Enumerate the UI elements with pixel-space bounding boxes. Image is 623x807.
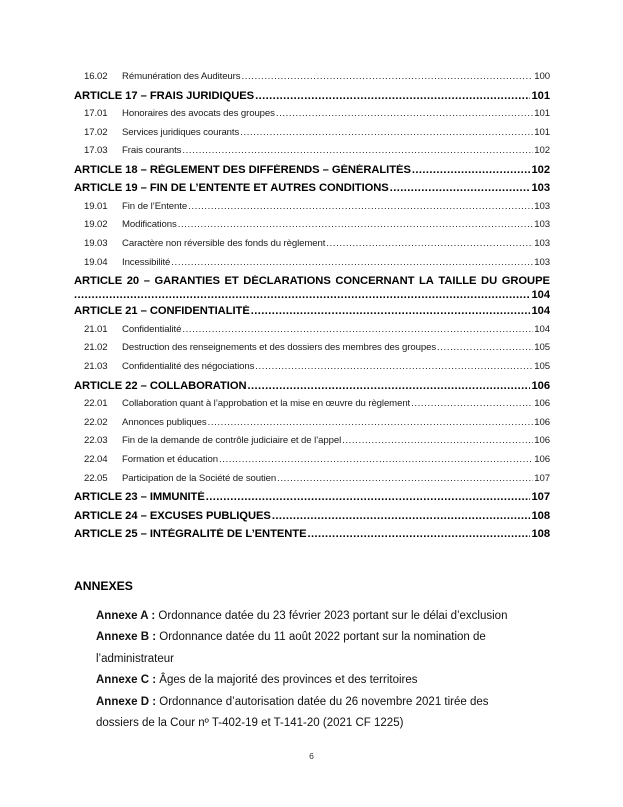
toc-subsection-entry[interactable] xyxy=(74,127,550,146)
annex-label: Annexe D : xyxy=(96,695,157,708)
article-title: ARTICLE 22 – COLLABORATION xyxy=(74,379,247,392)
page-ref: 106 xyxy=(531,379,550,392)
section-title: Honoraires des avocats des groupes xyxy=(122,107,275,119)
section-number: 21.02 xyxy=(84,342,108,354)
page-ref: 103 xyxy=(534,219,550,231)
annexes-heading: ANNEXES xyxy=(74,579,133,593)
page-ref: 106 xyxy=(534,435,550,447)
toc-article-entry[interactable] xyxy=(74,275,550,305)
toc-subsection-entry[interactable] xyxy=(74,473,550,492)
page-ref: 107 xyxy=(531,491,550,504)
dot-leader xyxy=(240,127,533,138)
toc-subsection-entry[interactable] xyxy=(74,201,550,220)
annex-text: Ordonnance datée du 11 août 2022 portant sur la nomination de l’administrateur xyxy=(96,631,486,665)
section-number: 16.02 xyxy=(84,71,108,82)
toc-article-entry[interactable] xyxy=(74,164,550,182)
article-title-word: LA xyxy=(419,275,434,288)
section-title: Annonces publiques xyxy=(122,416,207,428)
article-title-word: GROUPE xyxy=(501,275,550,288)
article-title-word: TAILLE xyxy=(438,275,477,288)
toc-article-entry[interactable] xyxy=(74,380,550,398)
toc-subsection-entry[interactable] xyxy=(74,145,550,164)
section-number: 21.03 xyxy=(84,361,108,373)
dot-leader xyxy=(251,305,531,317)
section-title: Caractère non réversible des fonds du règlement xyxy=(122,238,326,250)
toc-article-entry[interactable] xyxy=(74,90,550,108)
dot-leader xyxy=(178,219,534,230)
section-number: 19.04 xyxy=(84,256,108,268)
toc-subsection-entry[interactable] xyxy=(74,257,550,276)
page-ref: 104 xyxy=(531,305,550,318)
article-title-word: ET xyxy=(224,275,239,288)
annex-text: Ordonnance datée du 23 février 2023 portant sur le délai d’exclusion xyxy=(155,610,508,622)
section-title: Frais courants xyxy=(122,145,182,157)
dot-leader xyxy=(411,398,533,409)
page-ref: 104 xyxy=(534,323,550,335)
toc-subsection-entry[interactable] xyxy=(74,342,550,361)
section-number: 22.05 xyxy=(84,472,108,484)
article-title-word: DÉCLARATIONS xyxy=(243,275,331,288)
section-number: 22.02 xyxy=(84,416,108,428)
article-title-continuation xyxy=(74,289,550,305)
page-ref: 106 xyxy=(534,454,550,466)
article-title xyxy=(74,275,550,289)
toc-subsection-entry[interactable] xyxy=(74,361,550,380)
toc-article-entry[interactable] xyxy=(74,305,550,323)
article-title: ARTICLE 25 – INTÉGRALITÉ DE L’ENTENTE xyxy=(74,528,307,541)
toc-subsection-entry[interactable] xyxy=(74,238,550,257)
section-number: 19.03 xyxy=(84,238,108,250)
page-ref: 105 xyxy=(534,342,550,354)
article-title: ARTICLE 19 – FIN DE L’ENTENTE ET AUTRES CONDITIONS xyxy=(74,182,389,195)
page-ref: 103 xyxy=(534,200,550,212)
page-ref: 101 xyxy=(531,89,550,102)
page-ref: 103 xyxy=(531,182,550,195)
toc-subsection-entry[interactable] xyxy=(74,324,550,343)
article-title: ARTICLE 18 – RÈGLEMENT DES DIFFÉRENDS – GÉNÉRALITÉS xyxy=(74,164,411,177)
page-ref: 101 xyxy=(534,126,550,138)
table-of-contents xyxy=(74,71,550,546)
dot-leader xyxy=(171,257,533,268)
section-title: Incessibilité xyxy=(122,256,171,268)
article-title-word: – xyxy=(143,275,150,288)
dot-leader xyxy=(390,182,531,194)
section-number: 17.01 xyxy=(84,107,108,119)
article-title: ARTICLE 24 – EXCUSES PUBLIQUES xyxy=(74,509,271,522)
dot-leader xyxy=(255,90,530,102)
section-title: Collaboration quant à l’approbation et la mise en œuvre du règlement xyxy=(122,398,411,410)
article-title-word: GARANTIES xyxy=(154,275,220,288)
article-title: ARTICLE 21 – CONFIDENTIALITÉ xyxy=(74,305,250,318)
toc-article-entry[interactable] xyxy=(74,528,550,546)
page-ref: 107 xyxy=(534,472,550,484)
section-title: Confidentialité xyxy=(122,323,182,335)
annex-item-b xyxy=(96,627,526,670)
page-ref: 102 xyxy=(531,164,550,177)
page-ref: 102 xyxy=(534,145,550,157)
section-number: 19.02 xyxy=(84,219,108,231)
section-title: Fin de la demande de contrôle judiciaire et de l’appel xyxy=(122,435,342,447)
toc-subsection-entry[interactable] xyxy=(74,71,550,90)
page-ref: 101 xyxy=(534,107,550,119)
article-title-word: DU xyxy=(481,275,498,288)
section-title: Participation de la Société de soutien xyxy=(122,472,277,484)
section-title: Formation et éducation xyxy=(122,454,218,466)
dot-leader xyxy=(248,380,531,392)
page-ref: 108 xyxy=(531,528,550,541)
annex-item-a xyxy=(96,606,554,627)
section-number: 21.01 xyxy=(84,323,108,335)
dot-leader xyxy=(182,324,533,335)
page-ref: 100 xyxy=(534,71,550,82)
dot-leader xyxy=(188,201,533,212)
page-ref: 103 xyxy=(534,238,550,250)
section-title: Rémunération des Auditeurs xyxy=(122,71,241,82)
annex-label: Annexe B : xyxy=(96,631,157,644)
toc-article-entry[interactable] xyxy=(74,510,550,528)
toc-subsection-entry[interactable] xyxy=(74,398,550,417)
annex-item-d xyxy=(96,692,526,735)
page-number: 6 xyxy=(309,751,314,761)
toc-subsection-entry[interactable] xyxy=(74,108,550,127)
toc-article-entry[interactable] xyxy=(74,182,550,200)
page-ref: 108 xyxy=(531,509,550,522)
annex-label: Annexe C : xyxy=(96,674,157,687)
annex-item-c xyxy=(96,670,554,691)
toc-subsection-entry[interactable] xyxy=(74,219,550,238)
article-title-word: CONCERNANT xyxy=(335,275,415,288)
dot-leader xyxy=(326,238,533,249)
section-number: 22.04 xyxy=(84,454,108,466)
toc-article-entry[interactable] xyxy=(74,491,550,509)
section-number: 17.02 xyxy=(84,126,108,138)
dot-leader xyxy=(276,108,533,119)
article-title: ARTICLE 17 – FRAIS JURIDIQUES xyxy=(74,89,255,102)
dot-leader xyxy=(208,417,534,428)
page-ref: 105 xyxy=(534,361,550,373)
dot-leader xyxy=(272,510,531,522)
annex-text: Âges de la majorité des provinces et des territoires xyxy=(156,674,418,687)
toc-subsection-entry[interactable] xyxy=(74,435,550,454)
article-title-word: 20 xyxy=(126,275,140,288)
toc-subsection-entry[interactable] xyxy=(74,454,550,473)
section-title: Fin de l’Entente xyxy=(122,200,188,212)
dot-leader xyxy=(277,473,533,484)
dot-leader xyxy=(182,145,533,156)
article-title: ARTICLE 23 – IMMUNITÉ xyxy=(74,491,205,504)
section-number: 22.01 xyxy=(84,398,108,410)
dot-leader xyxy=(308,528,531,540)
annexes-section xyxy=(74,579,554,734)
article-title-word: ARTICLE xyxy=(74,275,123,288)
section-number: 22.03 xyxy=(84,435,108,447)
page-ref: 103 xyxy=(534,256,550,268)
dot-leader xyxy=(74,289,530,301)
section-number: 17.03 xyxy=(84,145,108,157)
section-title: Confidentialité des négociations xyxy=(122,361,255,373)
annex-text: Ordonnance d’autorisation datée du 26 novembre 2021 tirée des dossiers de la Cour nº T-402-19 et T-141-20 (2021 CF 1225) xyxy=(96,695,489,730)
dot-leader xyxy=(437,342,533,353)
dot-leader xyxy=(241,71,533,82)
page-ref: 106 xyxy=(534,416,550,428)
annex-label: Annexe A : xyxy=(96,610,156,622)
dot-leader xyxy=(219,454,533,465)
section-title: Modifications xyxy=(122,219,177,231)
section-number: 19.01 xyxy=(84,200,108,212)
dot-leader xyxy=(412,164,531,176)
annex-list xyxy=(74,606,554,734)
dot-leader xyxy=(255,361,533,372)
section-title: Destruction des renseignements et des dossiers des membres des groupes xyxy=(122,342,437,354)
dot-leader xyxy=(206,491,531,503)
dot-leader xyxy=(342,435,533,446)
toc-subsection-entry[interactable] xyxy=(74,417,550,436)
page-ref: 106 xyxy=(534,398,550,410)
page-ref: 104 xyxy=(531,289,550,302)
section-title: Services juridiques courants xyxy=(122,126,240,138)
